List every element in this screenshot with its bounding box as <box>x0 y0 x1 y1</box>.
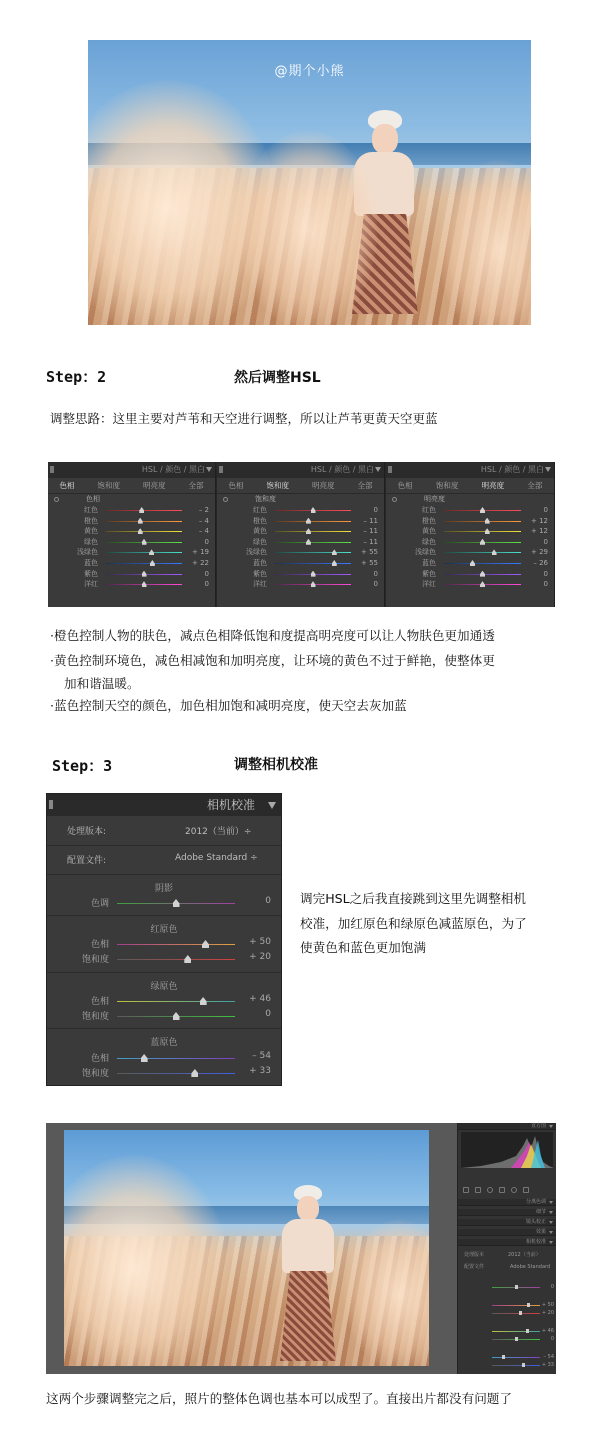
collapse-triangle-icon[interactable] <box>549 1201 553 1204</box>
hsl-slider-label: 绿色 <box>253 537 267 546</box>
hsl-panel-header[interactable] <box>48 462 215 478</box>
slider-thumb-icon[interactable] <box>306 518 311 524</box>
camera-calibration-panel <box>46 793 282 1086</box>
sidebar-panel-label: 相机校准 <box>525 1239 546 1245</box>
conclusion-text: 这两个步骤调整完之后，照片的整体色调也基本可以成型了。直接出片都没有问题了 <box>46 1391 512 1406</box>
slider-thumb-icon[interactable] <box>527 1303 530 1307</box>
target-adjust-icon[interactable] <box>54 497 59 502</box>
sidebar-panel-label: 镜头校正 <box>525 1219 546 1225</box>
hsl-slider-label: 洋红 <box>253 580 267 589</box>
hsl-slider-label: 紫色 <box>422 569 436 578</box>
hsl-slider-label: 浅绿色 <box>415 548 436 557</box>
hsl-slider-row[interactable] <box>217 569 384 580</box>
hsl-slider-row[interactable] <box>48 547 215 558</box>
bullet-orange: ·橙色控制人物的肤色，减点色相降低饱和度提高明亮度可以让人物肤色更加通透 <box>50 628 495 643</box>
crop-tool-icon[interactable] <box>463 1187 469 1193</box>
sidebar-panel-label: 细节 <box>535 1209 546 1215</box>
result-photo <box>64 1130 429 1366</box>
sidebar-mini-value: + 33 <box>541 1362 554 1368</box>
sidebar-panel-header[interactable] <box>458 1209 556 1216</box>
hsl-header-label: HSL / 颜色 / 黑白 <box>141 465 205 474</box>
hsl-slider-track[interactable] <box>275 531 351 532</box>
develop-sidebar <box>457 1123 556 1374</box>
hsl-slider-value: 0 <box>543 506 548 514</box>
slider-thumb-icon[interactable] <box>173 899 180 907</box>
blue-saturation-slider[interactable]: 饱和度 + 33 <box>81 1066 271 1079</box>
collapse-triangle-icon[interactable] <box>549 1221 553 1224</box>
hsl-slider-label: 蓝色 <box>84 558 98 567</box>
slider-thumb-icon[interactable] <box>480 507 485 513</box>
hsl-slider-value: – 26 <box>533 558 548 567</box>
sidebar-mini-slider[interactable] <box>458 1283 556 1291</box>
hsl-tab-1[interactable]: 饱和度 <box>435 481 459 490</box>
slider-thumb-icon[interactable] <box>311 507 316 513</box>
slider-thumb-icon[interactable] <box>480 571 485 577</box>
hsl-slider-row[interactable] <box>386 505 554 516</box>
hsl-tabs <box>386 478 554 494</box>
sidebar-mini-slider[interactable] <box>458 1335 556 1343</box>
hsl-tabs <box>48 478 215 494</box>
hsl-slider-row[interactable] <box>386 516 554 527</box>
sidebar-mini-slider[interactable] <box>458 1301 556 1309</box>
histogram-header[interactable]: 直方图 <box>458 1123 556 1130</box>
hsl-slider-row[interactable] <box>48 558 215 569</box>
hsl-slider-row[interactable] <box>386 537 554 548</box>
hsl-slider-value: – 4 <box>198 516 209 525</box>
calibration-note-3: 使黄色和蓝色更加饱满 <box>300 940 426 955</box>
hsl-slider-value: + 19 <box>192 548 209 557</box>
hsl-slider-row[interactable] <box>48 537 215 548</box>
hsl-slider-row[interactable] <box>386 579 554 590</box>
hsl-header-label: HSL / 颜色 / 黑白 <box>310 465 374 474</box>
sidebar-panel-header[interactable] <box>458 1199 556 1206</box>
step3-label: Step：3 <box>52 757 113 775</box>
slider-thumb-icon[interactable] <box>306 528 311 534</box>
slider-thumb-icon[interactable] <box>149 549 154 555</box>
calibration-title: 相机校准 <box>206 798 255 812</box>
hsl-slider-label: 蓝色 <box>422 558 436 567</box>
sidebar-mini-slider[interactable] <box>458 1309 556 1317</box>
sidebar-mini-value: + 20 <box>541 1310 554 1316</box>
hsl-slider-track[interactable] <box>106 563 182 564</box>
hsl-tab-2[interactable]: 明亮度 <box>312 481 335 490</box>
hsl-slider-row[interactable] <box>48 569 215 580</box>
blue-hue-slider[interactable]: 色相 – 54 <box>90 1051 271 1064</box>
hsl-slider-track[interactable] <box>106 531 182 532</box>
hsl-slider-value: 0 <box>204 537 209 546</box>
hsl-slider-value: + 55 <box>361 548 378 557</box>
hsl-slider-label: 洋红 <box>422 580 436 589</box>
slider-thumb-icon[interactable] <box>332 560 337 566</box>
hsl-slider-label: 橙色 <box>422 516 436 525</box>
hsl-slider-label: 橙色 <box>253 516 267 525</box>
hsl-tab-3[interactable]: 全部 <box>527 481 543 490</box>
hsl-slider-label: 黄色 <box>84 527 98 536</box>
hsl-slider-row[interactable] <box>217 547 384 558</box>
sidebar-process-row[interactable]: 处理版本 2012（当前） <box>464 1252 541 1258</box>
hsl-slider-value: + 55 <box>361 558 378 567</box>
sidebar-mini-slider[interactable] <box>458 1327 556 1335</box>
sidebar-mini-slider[interactable] <box>458 1353 556 1361</box>
hsl-slider-track[interactable] <box>444 563 521 564</box>
slider-thumb-icon[interactable] <box>502 1355 505 1359</box>
hsl-slider-row[interactable] <box>217 537 384 548</box>
slider-thumb-icon[interactable] <box>311 571 316 577</box>
hsl-slider-row[interactable] <box>48 579 215 590</box>
sidebar-panel-header[interactable] <box>458 1219 556 1226</box>
sidebar-panel-label: 效果 <box>535 1229 546 1235</box>
slider-thumb-icon[interactable] <box>480 539 485 545</box>
hsl-panel-saturation <box>217 462 385 607</box>
hsl-slider-track[interactable] <box>275 563 351 564</box>
hsl-slider-label: 浅绿色 <box>77 548 98 557</box>
spot-removal-icon[interactable] <box>475 1187 481 1193</box>
hsl-slider-label: 紫色 <box>253 569 267 578</box>
hsl-slider-label: 绿色 <box>422 537 436 546</box>
bullet-yellow: ·黄色控制环境色，减色相减饱和加明亮度，让环境的黄色不过于鲜艳，使整体更 <box>50 653 495 668</box>
red-primary-group-label: 红原色 <box>150 925 178 935</box>
slider-thumb-icon[interactable] <box>306 539 311 545</box>
hsl-slider-label: 黄色 <box>253 527 267 536</box>
hsl-slider-row[interactable] <box>386 558 554 569</box>
collapse-triangle-icon[interactable] <box>549 1211 553 1214</box>
hsl-slider-track[interactable] <box>275 521 351 522</box>
hsl-slider-label: 紫色 <box>84 569 98 578</box>
slider-thumb-icon[interactable] <box>470 560 475 566</box>
hsl-tab-3[interactable]: 全部 <box>188 481 204 490</box>
hsl-slider-label: 绿色 <box>84 537 98 546</box>
graduated-filter-icon[interactable] <box>499 1187 505 1193</box>
hsl-slider-label: 橙色 <box>84 516 98 525</box>
collapse-triangle-icon[interactable] <box>549 1241 553 1244</box>
shadow-tint-slider[interactable]: 色调 0 <box>90 896 271 909</box>
shadow-group-label: 阴影 <box>154 884 173 894</box>
hsl-tab-1[interactable]: 饱和度 <box>266 481 289 490</box>
target-adjust-icon[interactable] <box>223 497 228 502</box>
hsl-tab-0[interactable]: 色相 <box>397 481 413 490</box>
hsl-slider-row[interactable] <box>386 526 554 537</box>
hsl-slider-label: 红色 <box>84 506 98 514</box>
hsl-subheading: 饱和度 <box>217 494 384 505</box>
hsl-slider-row[interactable] <box>217 579 384 590</box>
profile-label: 配置文件: <box>67 856 107 866</box>
slider-thumb-icon[interactable] <box>142 571 147 577</box>
slider-thumb-icon[interactable] <box>492 549 497 555</box>
hsl-slider-value: + 22 <box>192 558 209 567</box>
bullet-blue: ·蓝色控制天空的颜色，加色相加饱和减明亮度，使天空去灰加蓝 <box>50 698 407 713</box>
hsl-panel-hue <box>48 462 216 607</box>
calibration-note-1: 调完HSL之后我直接跳到这里先调整相机 <box>300 891 526 906</box>
hsl-header-label: HSL / 颜色 / 黑白 <box>480 465 544 474</box>
slider-thumb-icon[interactable] <box>311 581 316 587</box>
hsl-slider-row[interactable] <box>48 505 215 516</box>
slider-thumb-icon[interactable] <box>519 1311 522 1315</box>
hsl-panels <box>48 462 555 607</box>
collapse-triangle-icon[interactable] <box>545 467 551 472</box>
green-hue-slider[interactable]: 色相 + 46 <box>90 994 271 1007</box>
histogram-graph <box>461 1132 553 1168</box>
slider-thumb-icon[interactable] <box>139 507 144 513</box>
hsl-tab-0[interactable]: 色相 <box>59 481 75 490</box>
hsl-slider-row[interactable] <box>217 516 384 527</box>
hsl-slider-value: – 11 <box>363 537 378 546</box>
hsl-slider-value: + 29 <box>531 548 548 557</box>
hsl-slider-value: 0 <box>373 580 378 589</box>
sidebar-mini-value: 0 <box>550 1284 554 1290</box>
slider-thumb-icon[interactable] <box>515 1337 518 1341</box>
hsl-slider-label: 蓝色 <box>253 558 267 567</box>
hsl-slider-value: 0 <box>543 580 548 589</box>
hsl-slider-track[interactable] <box>106 552 182 553</box>
hsl-slider-value: + 12 <box>531 516 548 525</box>
hsl-slider-value: 0 <box>373 506 378 514</box>
red-eye-icon[interactable] <box>487 1187 493 1193</box>
hsl-slider-label: 黄色 <box>422 527 436 536</box>
hsl-slider-track[interactable] <box>275 542 351 543</box>
hsl-slider-label: 浅绿色 <box>246 548 267 557</box>
hsl-slider-label: 红色 <box>422 506 436 514</box>
collapse-triangle-icon[interactable] <box>549 1125 553 1128</box>
slider-thumb-icon[interactable] <box>485 528 490 534</box>
hsl-slider-row[interactable] <box>386 547 554 558</box>
profile-value[interactable]: Adobe Standard ÷ <box>175 853 258 863</box>
green-saturation-slider[interactable]: 饱和度 0 <box>81 1009 271 1022</box>
process-version-value[interactable]: 2012（当前）÷ <box>185 827 252 837</box>
sidebar-mini-slider[interactable] <box>458 1361 556 1369</box>
hsl-slider-row[interactable] <box>217 558 384 569</box>
tool-strip <box>461 1186 553 1194</box>
slider-thumb-icon[interactable] <box>522 1363 525 1367</box>
bullet-yellow-cont: 加和谐温暖。 <box>64 676 140 691</box>
slider-thumb-icon[interactable] <box>138 528 143 534</box>
hsl-slider-row[interactable] <box>48 526 215 537</box>
hsl-slider-value: 0 <box>204 569 209 578</box>
target-adjust-icon[interactable] <box>392 497 397 502</box>
slider-thumb-icon[interactable] <box>138 518 143 524</box>
hsl-slider-track[interactable] <box>444 531 521 532</box>
hsl-slider-track[interactable] <box>444 552 521 553</box>
hsl-slider-value: 0 <box>204 580 209 589</box>
step3-title: 调整相机校准 <box>234 757 318 773</box>
lightroom-screenshot <box>46 1123 556 1374</box>
slider-thumb-icon[interactable] <box>142 581 147 587</box>
slider-thumb-icon[interactable] <box>526 1329 529 1333</box>
slider-thumb-icon[interactable] <box>150 560 155 566</box>
radial-filter-icon[interactable] <box>511 1187 517 1193</box>
hsl-tabs <box>217 478 384 494</box>
slider-thumb-icon[interactable] <box>142 539 147 545</box>
hsl-slider-label: 洋红 <box>84 580 98 589</box>
hsl-slider-value: 0 <box>373 569 378 578</box>
hsl-panel-luminance <box>386 462 555 607</box>
slider-thumb-icon[interactable] <box>485 518 490 524</box>
sidebar-panel-header[interactable] <box>458 1239 556 1246</box>
hsl-slider-value: – 11 <box>363 527 378 536</box>
red-saturation-slider[interactable]: 饱和度 + 20 <box>81 952 271 965</box>
photo-watermark: @期个小熊 <box>274 64 345 79</box>
hsl-slider-track[interactable] <box>106 521 182 522</box>
red-hue-slider[interactable]: 色相 + 50 <box>90 937 271 950</box>
hsl-slider-row[interactable] <box>386 569 554 580</box>
calibration-note-2: 校准，加红原色和绿原色减蓝原色，为了 <box>300 916 527 931</box>
sidebar-mini-value: 0 <box>550 1336 554 1342</box>
hsl-slider-value: 0 <box>543 569 548 578</box>
sidebar-mini-value: – 54 <box>543 1354 554 1360</box>
collapse-triangle-icon[interactable] <box>549 1231 553 1234</box>
sidebar-panel-label: 分离色调 <box>525 1199 546 1205</box>
hsl-tab-1[interactable]: 饱和度 <box>97 481 120 490</box>
slider-thumb-icon[interactable] <box>515 1285 518 1289</box>
hsl-tab-2[interactable]: 明亮度 <box>481 481 505 490</box>
slider-thumb-icon[interactable] <box>173 1012 180 1020</box>
slider-thumb-icon[interactable] <box>184 955 191 963</box>
blue-primary-group-label: 蓝原色 <box>150 1038 178 1048</box>
hsl-slider-row[interactable] <box>217 526 384 537</box>
hsl-slider-value: – 2 <box>198 506 209 514</box>
sidebar-mini-value: + 46 <box>541 1328 554 1334</box>
hsl-tab-0[interactable]: 色相 <box>228 481 244 490</box>
collapse-triangle-icon[interactable] <box>268 802 276 809</box>
hsl-subheading: 色相 <box>48 494 215 505</box>
slider-thumb-icon[interactable] <box>332 549 337 555</box>
sidebar-panel-header[interactable] <box>458 1229 556 1236</box>
brush-tool-icon[interactable] <box>523 1187 529 1193</box>
hsl-tab-2[interactable]: 明亮度 <box>143 481 166 490</box>
step2-label: Step：2 <box>46 368 107 386</box>
collapse-triangle-icon[interactable] <box>375 467 381 472</box>
sidebar-profile-row[interactable]: 配置文件 Adobe Standard <box>464 1264 551 1270</box>
histogram <box>461 1132 553 1168</box>
slider-thumb-icon[interactable] <box>202 940 209 948</box>
hsl-slider-value: + 12 <box>531 527 548 536</box>
hsl-panel-header[interactable] <box>217 462 384 478</box>
hsl-panel-header[interactable] <box>386 462 554 478</box>
hsl-slider-track[interactable] <box>444 521 521 522</box>
step2-idea: 调整思路：这里主要对芦苇和天空进行调整，所以让芦苇更黄天空更蓝 <box>50 411 438 426</box>
hsl-slider-value: 0 <box>543 537 548 546</box>
slider-thumb-icon[interactable] <box>200 997 207 1005</box>
hsl-slider-track[interactable] <box>275 552 351 553</box>
hero-photo <box>88 40 531 325</box>
hsl-slider-label: 红色 <box>253 506 267 514</box>
slider-thumb-icon[interactable] <box>141 1054 148 1062</box>
process-version-label: 处理版本: <box>67 827 107 837</box>
collapse-triangle-icon[interactable] <box>206 467 212 472</box>
slider-thumb-icon[interactable] <box>480 581 485 587</box>
slider-thumb-icon[interactable] <box>191 1069 198 1077</box>
sidebar-mini-value: + 50 <box>541 1302 554 1308</box>
hsl-subheading: 明亮度 <box>386 494 554 505</box>
step2-title: 然后调整HSL <box>234 370 321 386</box>
hsl-slider-row[interactable] <box>217 505 384 516</box>
hsl-slider-row[interactable] <box>48 516 215 527</box>
hsl-slider-value: – 4 <box>198 527 209 536</box>
green-primary-group-label: 绿原色 <box>150 982 178 992</box>
calibration-header[interactable] <box>47 794 281 816</box>
hsl-tab-3[interactable]: 全部 <box>357 481 373 490</box>
hsl-slider-value: – 11 <box>363 516 378 525</box>
